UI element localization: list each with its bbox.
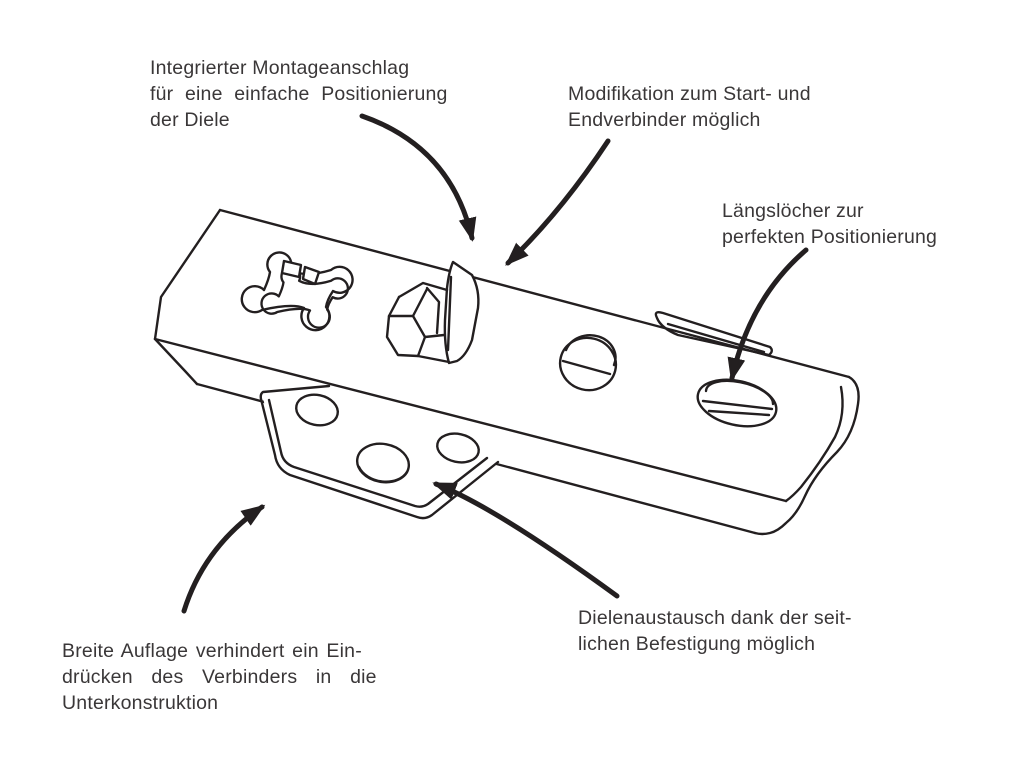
- stop-tab-edge: [418, 356, 449, 362]
- label-line: Modifikation zum Start- und: [568, 83, 811, 105]
- label-line: drücken des Verbinders in die: [62, 666, 377, 688]
- label-laengsloecher: [722, 198, 937, 250]
- slot-hole-large-chord: [703, 401, 772, 409]
- connector-body: [155, 210, 859, 534]
- stop-tab-edge: [413, 289, 427, 316]
- label-line: Breite Auflage verhindert ein Ein-: [62, 640, 362, 662]
- slot-hole-large-inner-arc: [706, 381, 773, 404]
- bar-front-left-bevel: [155, 339, 197, 384]
- slot-hole-large-chord: [709, 411, 769, 415]
- arrow-modifikation: [508, 141, 608, 263]
- label-line: perfekten Positionierung: [722, 226, 938, 248]
- arrow-laengsloecher: [732, 250, 806, 378]
- stop-tab-edge: [425, 335, 444, 337]
- label-line: lichen Befestigung möglich: [578, 633, 816, 655]
- label-line: für eine einfache Positionierung: [150, 83, 448, 105]
- stop-tab-bracket-left: [389, 297, 399, 316]
- bar-left-bevel: [155, 210, 220, 339]
- label-breite-auflage: [62, 638, 377, 716]
- label-line: Längslöcher zur: [722, 200, 864, 222]
- label-dielenaustausch: [578, 605, 852, 657]
- slot-hole-small-inner-arc: [566, 335, 615, 365]
- label-modifikation: [568, 81, 811, 133]
- arrow-dielenaustausch: [436, 484, 617, 596]
- label-line: Integrierter Montageanschlag: [150, 57, 410, 79]
- cross-cutout-chamfer-facet: [282, 261, 301, 277]
- label-line: Unterkonstruktion: [62, 692, 219, 714]
- cross-cutout: [242, 252, 353, 330]
- label-line: Endverbinder möglich: [568, 109, 761, 131]
- label-line: der Diele: [150, 109, 230, 131]
- arrow-breite-auflage: [184, 507, 262, 611]
- mounting-stop-tab: [387, 262, 478, 363]
- stop-tab-bracket-inner: [427, 288, 439, 333]
- stop-tab-opening: [387, 316, 425, 356]
- slot-hole-large: [693, 373, 781, 434]
- label-montageanschlag: [150, 55, 448, 133]
- annotation-arrows: [184, 116, 806, 611]
- bar-right-curl-inner: [786, 387, 843, 501]
- cross-cutout-chamfer-facet: [303, 267, 319, 284]
- arrow-montageanschlag: [362, 116, 472, 238]
- slot-hole-small-outline: [555, 332, 622, 396]
- label-line: Dielenaustausch dank der seit-: [578, 607, 852, 629]
- slot-hole-small: [555, 332, 622, 396]
- slot-hole-small-chord: [563, 361, 610, 374]
